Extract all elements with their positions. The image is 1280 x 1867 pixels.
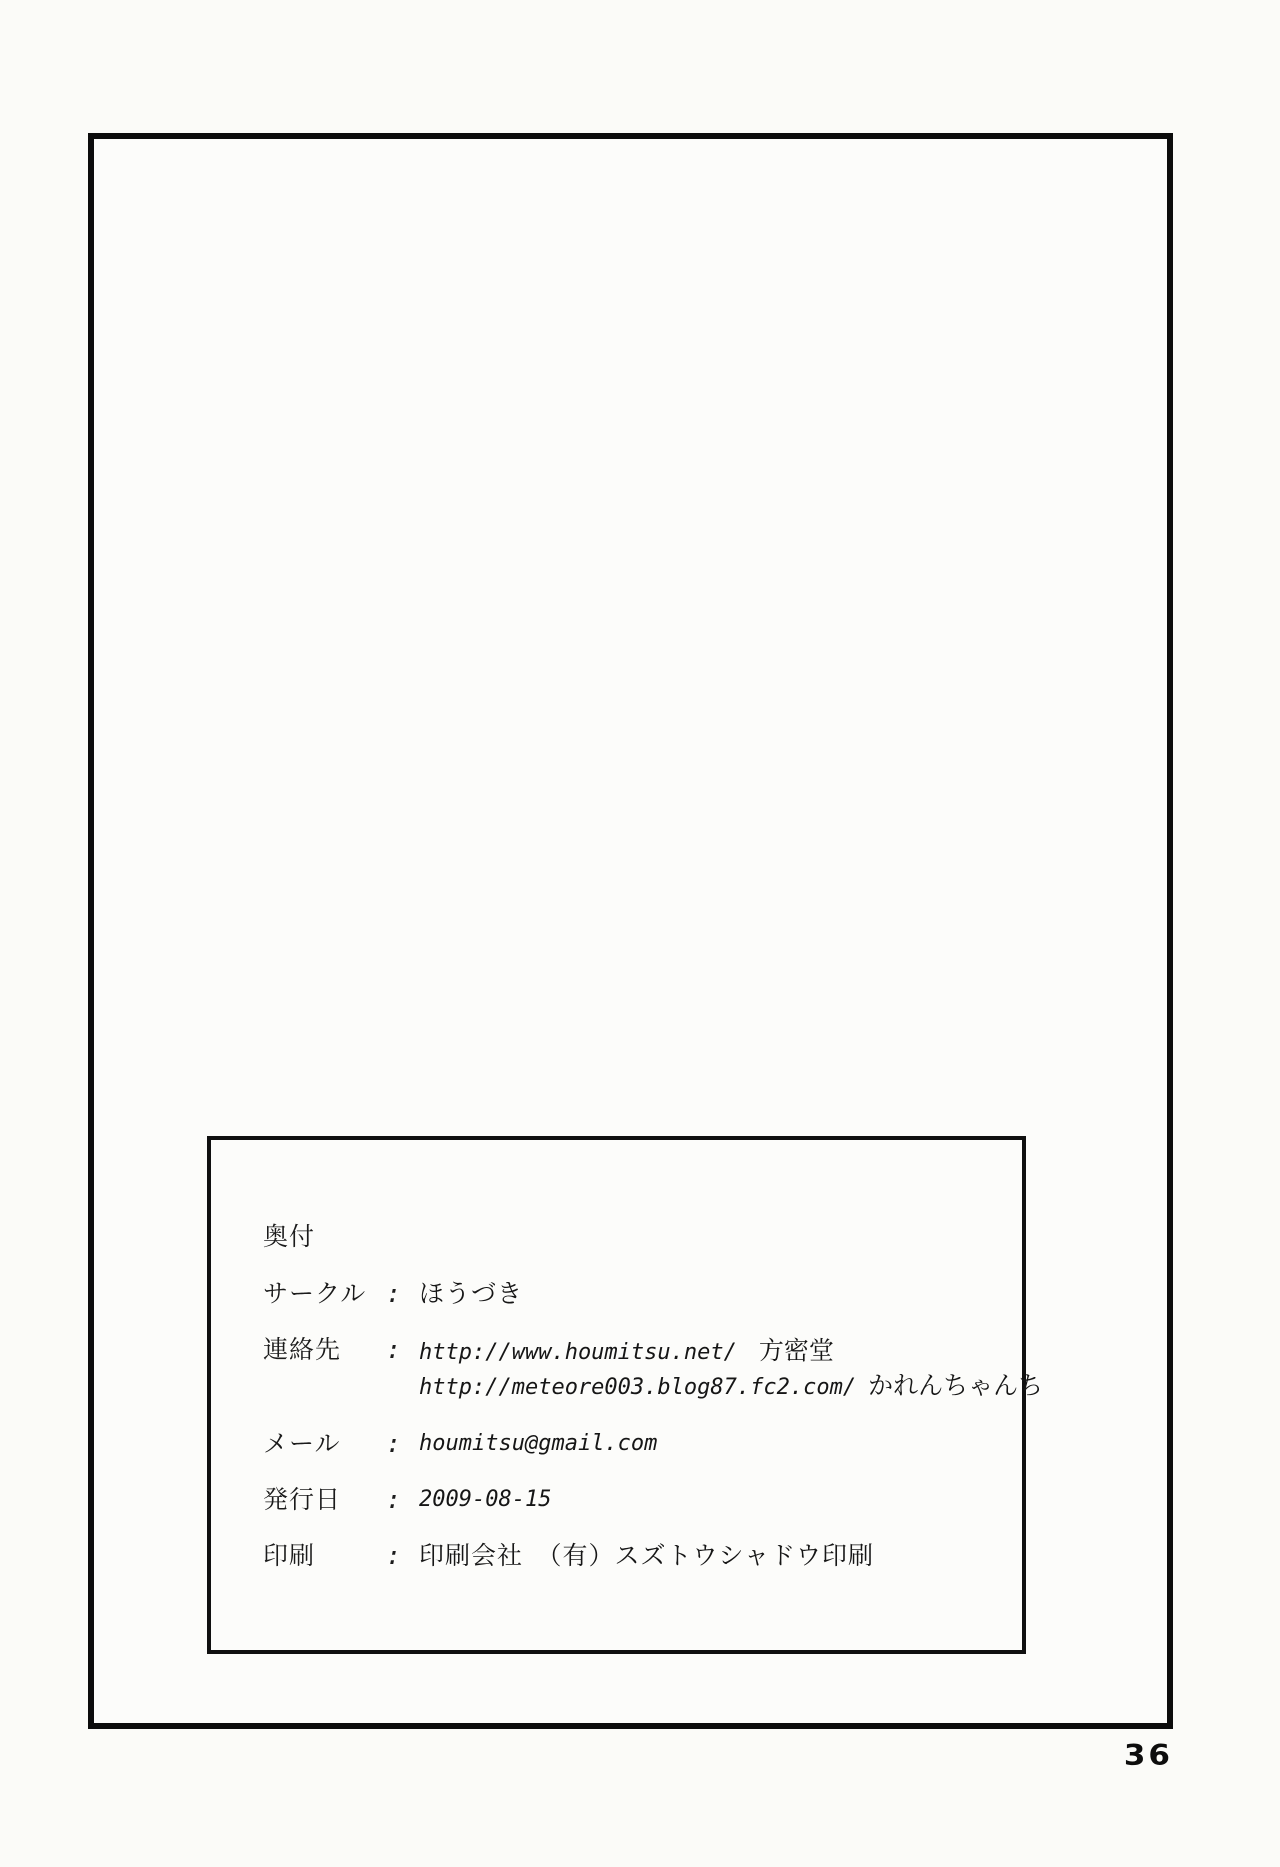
colophon-row-email [263,1428,1002,1460]
circle-value: ほうづき [419,1279,524,1308]
contact-url-line-2 [419,1371,1043,1400]
colophon-row-circle [263,1278,1002,1310]
email-label: メール [263,1429,341,1458]
page-number: 36 [1123,1739,1173,1773]
published-colon: : [386,1485,402,1514]
published-value: 2009-08-15 [419,1487,552,1512]
contact-value [419,1334,1043,1404]
email-value: houmitsu@gmail.com [419,1431,658,1456]
colophon-row-contact [263,1334,1044,1404]
contact-label: 連絡先 [263,1335,342,1364]
contact-colon: : [386,1335,402,1364]
colophon-row-published [263,1484,1002,1516]
circle-colon: : [386,1279,402,1308]
colophon-box [207,1136,1044,1654]
colophon-title: 奥付 [263,1222,316,1251]
circle-label: サークル [263,1279,367,1308]
contact-url-1: http://www.houmitsu.net/ [419,1340,737,1365]
printing-value: 印刷会社 （有）スズトウシャドウ印刷 [419,1541,875,1570]
contact-url-line-1 [419,1336,834,1365]
printing-label: 印刷 [263,1541,316,1570]
colophon-rows [263,1278,1044,1572]
email-colon: : [386,1429,402,1458]
printing-colon: : [386,1541,402,1570]
contact-site-name-1: 方密堂 [758,1336,834,1365]
colophon-row-printing [263,1540,1002,1572]
contact-site-name-2: かれんちゃんち [868,1371,1044,1400]
published-label: 発行日 [263,1485,342,1514]
contact-url-2: http://meteore003.blog87.fc2.com/ [419,1375,857,1400]
